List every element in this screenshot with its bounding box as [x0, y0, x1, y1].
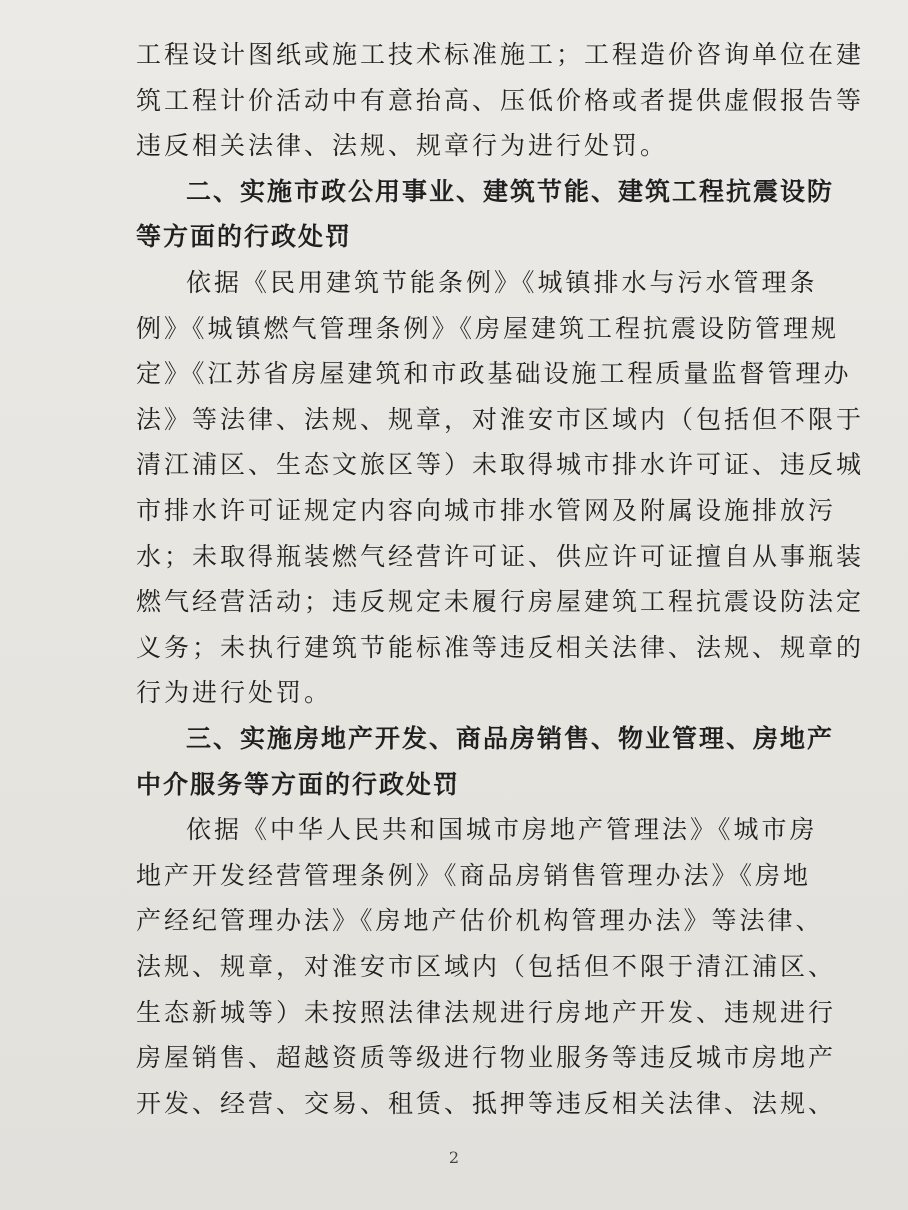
- text-line: 行为进行处罚。: [136, 678, 333, 707]
- section-heading-line: 三、实施房地产开发、商品房销售、物业管理、房地产: [186, 724, 835, 753]
- text-line: 依据《中华人民共和国城市房地产管理法》《城市房: [186, 815, 818, 844]
- text-line: 工程设计图纸或施工技术标准施工；工程造价咨询单位在建: [136, 40, 865, 69]
- text-line: 义务；未执行建筑节能标准等违反相关法律、法规、规章的: [136, 633, 865, 662]
- section-heading-line: 中介服务等方面的行政处罚: [136, 770, 461, 799]
- text-line: 地产开发经营管理条例》《商品房销售管理办法》《房地: [136, 861, 812, 890]
- text-line: 定》《江苏省房屋建筑和市政基础设施工程质量监督管理办: [136, 359, 852, 388]
- text-line: 法》等法律、法规、规章，对淮安市区域内（包括但不限于: [136, 405, 865, 434]
- page-number: 2: [448, 1148, 460, 1167]
- text-line: 燃气经营活动；违反规定未履行房屋建筑工程抗震设防法定: [136, 587, 865, 616]
- text-line: 依据《民用建筑节能条例》《城镇排水与污水管理条: [186, 268, 818, 297]
- text-line: 水；未取得瓶装燃气经营许可证、供应许可证擅自从事瓶装: [136, 542, 865, 571]
- text-line: 筑工程计价活动中有意抬高、压低价格或者提供虚假报告等: [136, 86, 865, 115]
- text-line: 清江浦区、生态文旅区等）未取得城市排水许可证、违反城: [136, 450, 865, 479]
- text-line: 产经纪管理办法》《房地产估价机构管理办法》等法律、: [136, 906, 824, 935]
- section-heading-line: 二、实施市政公用事业、建筑节能、建筑工程抗震设防: [186, 177, 835, 206]
- text-line: 法规、规章，对淮安市区域内（包括但不限于清江浦区、: [136, 952, 837, 981]
- text-line: 市排水许可证规定内容向城市排水管网及附属设施排放污: [136, 496, 837, 525]
- section-heading-line: 等方面的行政处罚: [136, 222, 353, 251]
- text-line: 违反相关法律、法规、规章行为进行处罚。: [136, 131, 669, 160]
- text-line: 开发、经营、交易、租赁、抵押等违反相关法律、法规、: [136, 1089, 837, 1118]
- text-line: 例》《城镇燃气管理条例》《房屋建筑工程抗震设防管理规: [136, 314, 840, 343]
- text-line: 房屋销售、超越资质等级进行物业服务等违反城市房地产: [136, 1043, 837, 1072]
- text-line: 生态新城等）未按照法律法规进行房地产开发、违规进行: [136, 998, 837, 1027]
